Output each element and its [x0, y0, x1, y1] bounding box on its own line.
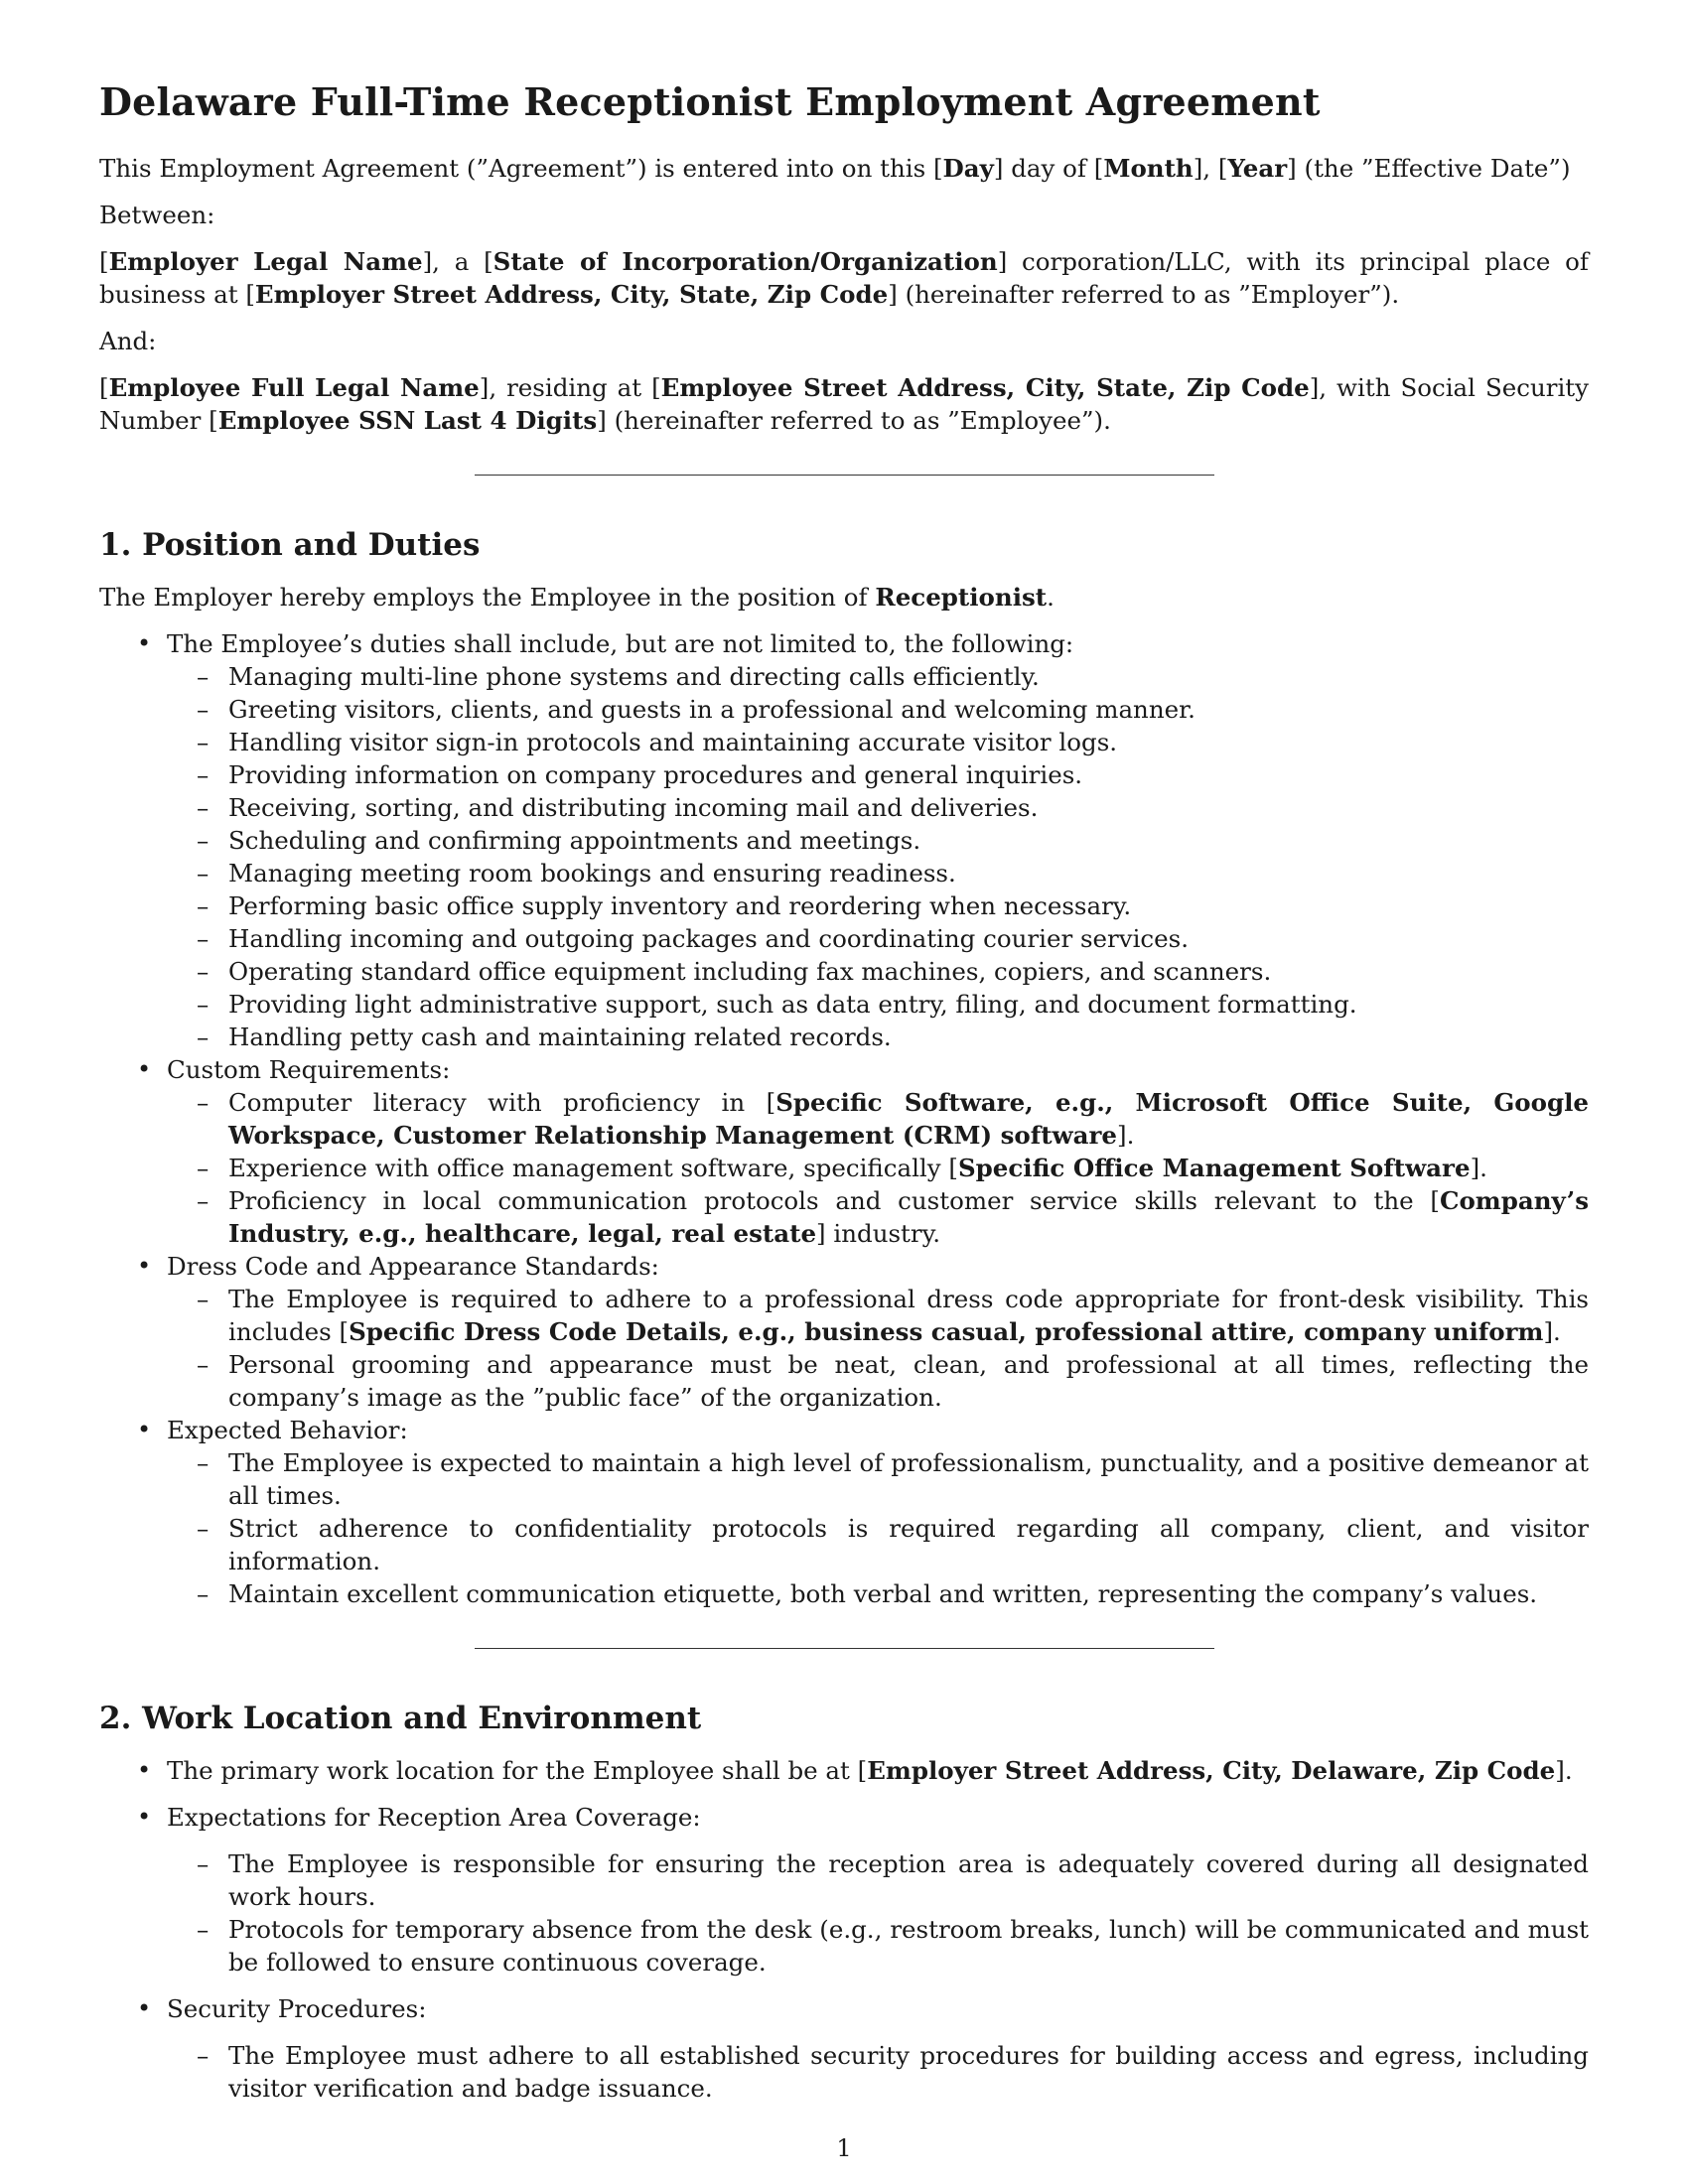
month-placeholder: Month — [1103, 154, 1194, 183]
section-2-heading: 2. Work Location and Environment — [99, 1701, 702, 1736]
list-item: – The Employee must adhere to all established security procedures for building access and egress, including visitor verification and badge issuance. — [167, 2039, 1589, 2105]
list-item: – The Employee is expected to maintain a high level of professionalism, punctuality, and a positive demeanor at all times. — [167, 1446, 1589, 1512]
reception-coverage-list — [167, 1847, 1589, 1979]
list-item: – Protocols for temporary absence from the desk (e.g., restroom breaks, lunch) will be communicated and must be followed to ensure continuous coverage. — [167, 1913, 1589, 1979]
security-procedures-list — [167, 2039, 1589, 2105]
effective-date-paragraph: This Employment Agreement (”Agreement”) is entered into on this [Day] day of [Month], [Year] (the ”Effective Date”) — [99, 154, 1571, 183]
employee-name-placeholder: Employee Full Legal Name — [108, 373, 480, 402]
section-1-heading: 1. Position and Duties — [99, 527, 481, 563]
year-placeholder: Year — [1227, 154, 1288, 183]
divider — [475, 475, 1214, 476]
security-procedures-item: • Security Procedures: – The Employee must adhere to all established security procedures for building access and egress, including visitor verification and badge issuance. — [99, 1992, 1589, 2105]
divider — [475, 1648, 1214, 1649]
employee-ssn-placeholder: Employee SSN Last 4 Digits — [217, 406, 598, 435]
position-paragraph: The Employer hereby employs the Employee in the position of Receptionist. — [99, 583, 1055, 612]
list-item: – Personal grooming and appearance must be neat, clean, and professional at all times, reflecting the company’s image as the ”public face” of the organization. — [167, 1348, 1589, 1414]
employee-paragraph: [Employee Full Legal Name], residing at [Employee Street Address, City, State, Zip Code], with Social Security Number [Employee SSN Last 4 Digits] (hereinafter referred to as ”Employee”). — [99, 373, 1589, 435]
page-number: 1 — [836, 2134, 852, 2162]
duties-list — [167, 660, 1589, 1053]
list-item: – Strict adherence to confidentiality protocols is required regarding all company, client, and visitor information. — [167, 1512, 1589, 1577]
section-1-list — [99, 627, 1589, 1610]
expected-behavior-list — [167, 1446, 1589, 1610]
list-item: – Experience with office management software, specifically [Specific Office Management Software]. — [167, 1152, 1589, 1184]
list-item: – Operating standard office equipment including fax machines, copiers, and scanners. — [167, 955, 1589, 988]
employer-address-placeholder: Employer Street Address, City, State, Zip Code — [254, 280, 889, 309]
list-item: – Proficiency in local communication protocols and customer service skills relevant to the [Company’s Industry, e.g., healthcare, legal, real estate] industry. — [167, 1184, 1589, 1250]
list-item: – Greeting visitors, clients, and guests in a professional and welcoming manner. — [167, 693, 1589, 726]
list-item: – Performing basic office supply inventory and reordering when necessary. — [167, 889, 1589, 922]
work-location-item: • The primary work location for the Employee shall be at [Employer Street Address, City, Delaware, Zip Code]. — [99, 1754, 1589, 1787]
reception-coverage-item: • Expectations for Reception Area Coverage: – The Employee is responsible for ensuring the reception area is adequately covered during all designated work hours. – Protocols for temporary absence from the desk (e.g., restroom breaks, lunch) will be communicated and must be followed to ensure continuous coverage. — [99, 1801, 1589, 1979]
list-item: – Maintain excellent communication etiquette, both verbal and written, representing the company’s values. — [167, 1577, 1589, 1610]
list-item: – Providing information on company procedures and general inquiries. — [167, 758, 1589, 791]
day-placeholder: Day — [942, 154, 994, 183]
list-item: – Managing multi-line phone systems and directing calls efficiently. — [167, 660, 1589, 693]
section-2-list — [99, 1754, 1589, 2105]
duties-item: • The Employee’s duties shall include, but are not limited to, the following: – Managing multi-line phone systems and directing calls efficiently. – Greeting visitors, clients, and guests in a professional and welcoming manner. – Handling visitor sign-in protocols and maintaining accurate visitor logs. – Providing information on company procedures and general inquiries. – Receiving, sorting, and distributing incoming mail and deliveries. – Scheduling and confirming appointments and meetings. – Managing meeting room bookings and ensuring readiness. – Performing basic office supply inventory and reordering when necessary. – Handling incoming and outgoing packages and coordinating courier services. – Operating standard office equipment including fax machines, copiers, and scanners. – Providing light administrative support, such as data entry, filing, and document formatting. – Handling petty cash and maintaining related records. — [99, 627, 1589, 1053]
position-title: Receptionist — [875, 583, 1048, 612]
list-item: – Scheduling and confirming appointments and meetings. — [167, 824, 1589, 857]
between-label: Between: — [99, 201, 215, 229]
custom-requirements-list — [167, 1086, 1589, 1250]
list-item: – Managing meeting room bookings and ensuring readiness. — [167, 857, 1589, 889]
list-item: – The Employee is responsible for ensuring the reception area is adequately covered during all designated work hours. — [167, 1847, 1589, 1913]
dress-code-list — [167, 1283, 1589, 1414]
employer-paragraph: [Employer Legal Name], a [State of Incorporation/Organization] corporation/LLC, with its principal place of business at [Employer Street Address, City, State, Zip Code] (hereinafter referred to as ”Employer”). — [99, 247, 1589, 309]
list-item: – Receiving, sorting, and distributing incoming mail and deliveries. — [167, 791, 1589, 824]
document-title: Delaware Full-Time Receptionist Employment Agreement — [99, 79, 1321, 124]
list-item: – Handling petty cash and maintaining related records. — [167, 1021, 1589, 1053]
state-placeholder: State of Incorporation/Organization — [492, 247, 998, 276]
expected-behavior-item: • Expected Behavior: – The Employee is expected to maintain a high level of professionalism, punctuality, and a positive demeanor at all times. – Strict adherence to confidentiality protocols is required regarding all company, client, and visitor information. – Maintain excellent communication etiquette, both verbal and written, representing the company’s values. — [99, 1414, 1589, 1610]
dress-code-item: • Dress Code and Appearance Standards: – The Employee is required to adhere to a professional dress code appropriate for front-desk visibility. This includes [Specific Dress Code Details, e.g., business casual, professional attire, company uniform]. – Personal grooming and appearance must be neat, clean, and professional at all times, reflecting the company’s image as the ”public face” of the organization. — [99, 1250, 1589, 1414]
employee-address-placeholder: Employee Street Address, City, State, Zip Code — [660, 373, 1310, 402]
custom-requirements-item: • Custom Requirements: – Computer literacy with proficiency in [Specific Software, e.g., Microsoft Office Suite, Google Workspace, Customer Relationship Management (CRM) software]. – Experience with office management software, specifically [Specific Office Management Software]. – Proficiency in local communication protocols and customer service skills relevant to the [Company’s Industry, e.g., healthcare, legal, real estate] industry. — [99, 1053, 1589, 1250]
list-item: – The Employee is required to adhere to a professional dress code appropriate for front-desk visibility. This includes [Specific Dress Code Details, e.g., business casual, professional attire, company uniform]. — [167, 1283, 1589, 1348]
document-page — [99, 79, 1589, 2118]
list-item: – Providing light administrative support, such as data entry, filing, and document formatting. — [167, 988, 1589, 1021]
employer-name-placeholder: Employer Legal Name — [108, 247, 423, 276]
list-item: – Handling incoming and outgoing packages and coordinating courier services. — [167, 922, 1589, 955]
list-item: – Computer literacy with proficiency in [Specific Software, e.g., Microsoft Office Suite, Google Workspace, Customer Relationship Management (CRM) software]. — [167, 1086, 1589, 1152]
list-item: – Handling visitor sign-in protocols and maintaining accurate visitor logs. — [167, 726, 1589, 758]
and-label: And: — [99, 327, 157, 355]
